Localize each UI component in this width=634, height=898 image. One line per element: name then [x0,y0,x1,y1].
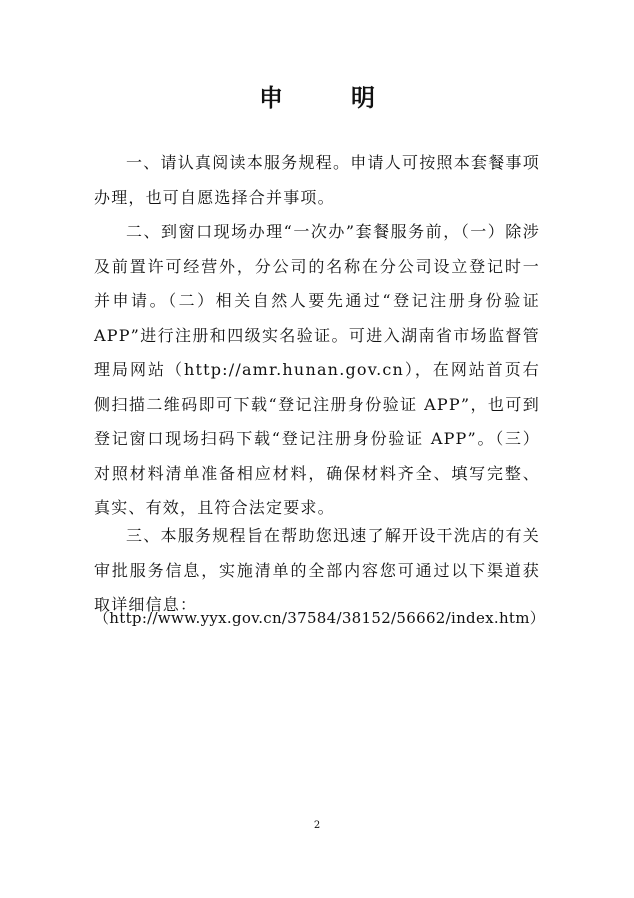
paragraph-3: 三、本服务规程旨在帮助您迅速了解开设干洗店的有关审批服务信息，实施清单的全部内容您可通过以下渠道获取详细信息： [94,526,540,614]
paragraph-2: 二、到窗口现场办理“一次办”套餐服务前，（一）除涉及前置许可经营外，分公司的名称在分公司设立登记时一并申请。（二）相关自然人要先通过“登记注册身份验证 APP”进行注册和四级实名验证。可进入湖南省市场监督管理局网站（http://amr.hunan.gov.cn），在网站首页右侧扫描二维码即可下载“登记注册身份验证 APP”，也可到登记窗口现场扫码下载“登记注册身份验证 APP”。（三）对照材料清单准备相应材料，确保材料齐全、填写完整、真实、有效，且符合法定要求。 [94,222,540,517]
paragraph-1: 一、请认真阅读本服务规程。申请人可按照本套餐事项办理，也可自愿选择合并事项。 [94,153,540,207]
page-number: 2 [313,820,321,831]
info-url-link[interactable]: （http://www.yyx.gov.cn/37584/38152/56662/index.htm） [94,609,546,627]
page-title: 申 明 [259,84,397,112]
